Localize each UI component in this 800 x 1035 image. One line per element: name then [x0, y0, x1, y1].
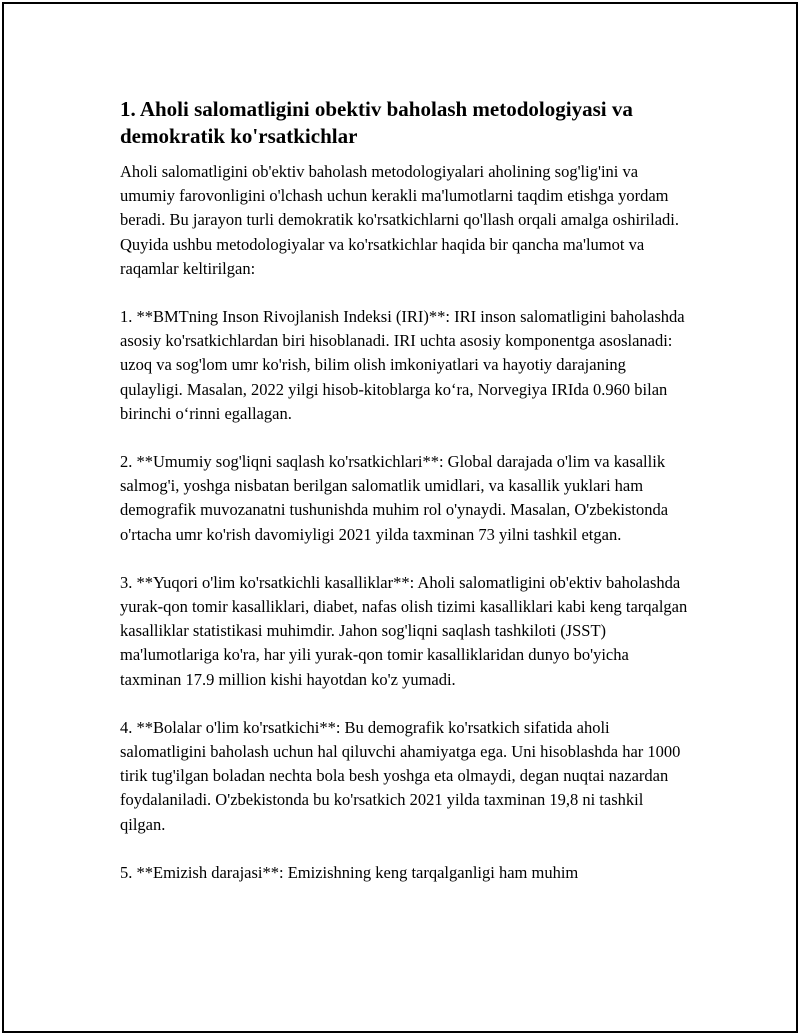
paragraph-breastfeeding: 5. **Emizish darajasi**: Emizishning keng tarqalganligi ham muhim — [120, 862, 579, 882]
intro-paragraph: Aholi salomatligini ob'ektiv baholash metodologiyalari aholining sog'lig'ini va umumiy farovonligini o'lchash uchun kerakli ma'lumotlarni taqdim etishga yordam beradi. Bu jarayon turli demokratik ko'rsatkichlarni qo'llash orqali amalga oshiriladi. Quyida ushbu metodologiyalar va ko'rsatkichlar haqida bir qancha ma'lumot va raqamlar keltirilgan: — [120, 162, 680, 278]
paragraph-health-indicators: 2. **Umumiy sog'liqni saqlash ko'rsatkichlari**: Global darajada o'lim va kasallik salmog'i, yoshga nisbatan berilgan salomatlik umidlari, va kasallik yuklari ham demografik muvozanatni tushunishda muhim rol o'ynaydi. Masalan, O'zbekistonda o'rtacha umr ko'rish davomiyligi 2021 yilda taxminan 73 yilni tashkil etgan. — [120, 452, 669, 544]
document-page — [2, 2, 798, 1033]
paragraph-mortality-diseases: 3. **Yuqori o'lim ko'rsatkichli kasalliklar**: Aholi salomatligini ob'ektiv baholashda yurak-qon tomir kasalliklari, diabet, nafas olish tizimi kasalliklari kabi keng tarqalgan kasalliklar statistikasi muhimdir. Jahon sog'liqni saqlash tashkiloti (JSST) ma'lumotlariga ko'ra, har yili yurak-qon tomir kasalliklaridan dunyo bo'yicha taxminan 17.9 million kishi hayotdan ko'z yumadi. — [120, 572, 688, 689]
paragraph-iri: 1. **BMTning Inson Rivojlanish Indeksi (IRI)**: IRI inson salomatligini baholashda asosiy ko'rsatkichlardan biri hisoblanadi. IRI uchta asosiy komponentga asoslanadi: uzoq va sog'lom umr ko'rish, bilim olish imkoniyatlari va hayotiy darajaning qulayligi. Masalan, 2022 yilgi hisob-kitoblarga ko‘ra, Norvegiya IRIda 0.960 bilan birinchi o‘rinni egallagan. — [120, 307, 685, 423]
document-title: 1. Aholi salomatligini obektiv baholash metodologiyasi va demokratik ko'rsatkichlar — [120, 97, 633, 148]
paragraph-child-mortality: 4. **Bolalar o'lim ko'rsatkichi**: Bu demografik ko'rsatkich sifatida aholi salomatligini baholash uchun hal qiluvchi ahamiyatga ega. Uni hisoblashda har 1000 tirik tug'ilgan boladan nechta bola besh yoshga eta olmaydi, degan nuqtai nazardan foydalaniladi. O'zbekistonda bu ko'rsatkich 2021 yilda taxminan 19,8 ni tashkil qilgan. — [120, 717, 681, 834]
document-body — [120, 96, 692, 909]
